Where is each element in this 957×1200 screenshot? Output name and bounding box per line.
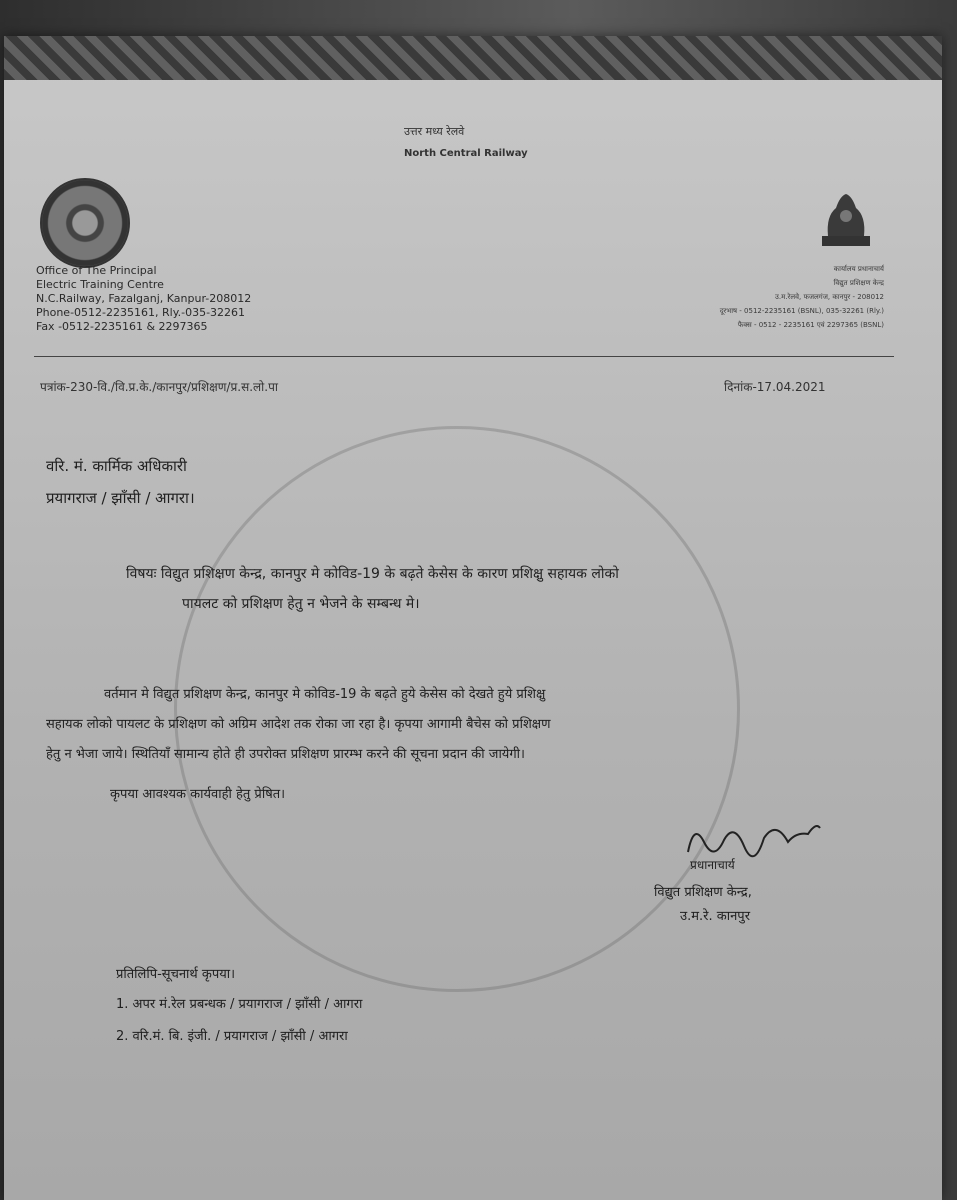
body-line-3: हेतु न भेजा जाये। स्थितियाँ सामान्य होते ही उपरोक्त प्रशिक्षण प्रारम्भ करने की सूचना प्रदान की जायेगी। (46, 747, 525, 762)
office-line: N.C.Railway, Fazalganj, Kanpur-208012 (36, 292, 252, 305)
subject-line-2: पायलट को प्रशिक्षण हेतु न भेजने के सम्बन्ध मे। (182, 596, 420, 612)
copy-to-heading: प्रतिलिपि-सूचनार्थ कृपया। (116, 967, 236, 982)
office-line: Office of The Principal (36, 264, 157, 277)
office-line: विद्युत प्रशिक्षण केन्द्र (833, 279, 884, 287)
stamp-watermark (174, 426, 740, 992)
national-emblem-icon (814, 186, 878, 252)
copy-to-item: 2. वरि.मं. बि. इंजी. / प्रयागराज / झाँसी / आगरा (116, 1029, 348, 1044)
office-line: फैक्स - 0512 - 2235161 एवं 2297365 (BSNL) (737, 321, 884, 329)
signatory-organization: विद्युत प्रशिक्षण केन्द्र, (654, 885, 752, 900)
signatory-title: प्रधानाचार्य (690, 858, 735, 872)
signatory-place: उ.म.रे. कानपुर (680, 909, 751, 924)
recipient-line-2: प्रयागराज / झाँसी / आगरा। (46, 489, 195, 507)
header-english-title: North Central Railway (404, 148, 528, 159)
header-divider (34, 356, 894, 357)
subject-line-1: विषयः विद्युत प्रशिक्षण केन्द्र, कानपुर मे कोविड-19 के बढ़ते केसेस के कारण प्रशिक्षु सहायक लोको (126, 566, 619, 582)
office-line: कार्यालय प्रधानाचार्य (833, 265, 884, 273)
header-hindi-title: उत्तर मध्य रेलवे (404, 125, 465, 138)
office-line: Phone-0512-2235161, Rly.-035-32261 (36, 306, 246, 319)
office-address-english (36, 264, 251, 334)
railway-logo-icon (40, 178, 130, 268)
body-line-1: वर्तमान मे विद्युत प्रशिक्षण केन्द्र, कानपुर मे कोविड-19 के बढ़ते हुये केसेस को देखते हुये प्रशिक्षु (104, 687, 546, 702)
office-line: Electric Training Centre (36, 278, 164, 291)
office-address-hindi (584, 262, 884, 332)
body-line-2: सहायक लोको पायलट के प्रशिक्षण को अग्रिम आदेश तक रोका जा रहा है। कृपया आगामी बैचेस को प्रशिक्षण (46, 717, 551, 732)
office-line: दूरभाष - 0512-2235161 (BSNL), 035-32261 (Rly.) (719, 307, 884, 315)
recipient-line-1: वरि. मं. कार्मिक अधिकारी (46, 457, 187, 475)
reference-number: पत्रांक-230-वि./वि.प्र.के./कानपुर/प्रशिक्षण/प्र.स.लो.पा (40, 380, 278, 394)
photocopy-dark-band (4, 36, 942, 80)
office-line: Fax -0512-2235161 & 2297365 (36, 320, 208, 333)
letter-date: दिनांक-17.04.2021 (724, 380, 826, 394)
office-line: उ.म.रेलवे, फजलगंज, कानपुर - 208012 (775, 293, 884, 301)
body-line-4: कृपया आवश्यक कार्यवाही हेतु प्रेषित। (110, 787, 286, 802)
letter-sheet (4, 36, 942, 1200)
copy-to-item: 1. अपर मं.रेल प्रबन्धक / प्रयागराज / झाँसी / आगरा (116, 997, 363, 1012)
